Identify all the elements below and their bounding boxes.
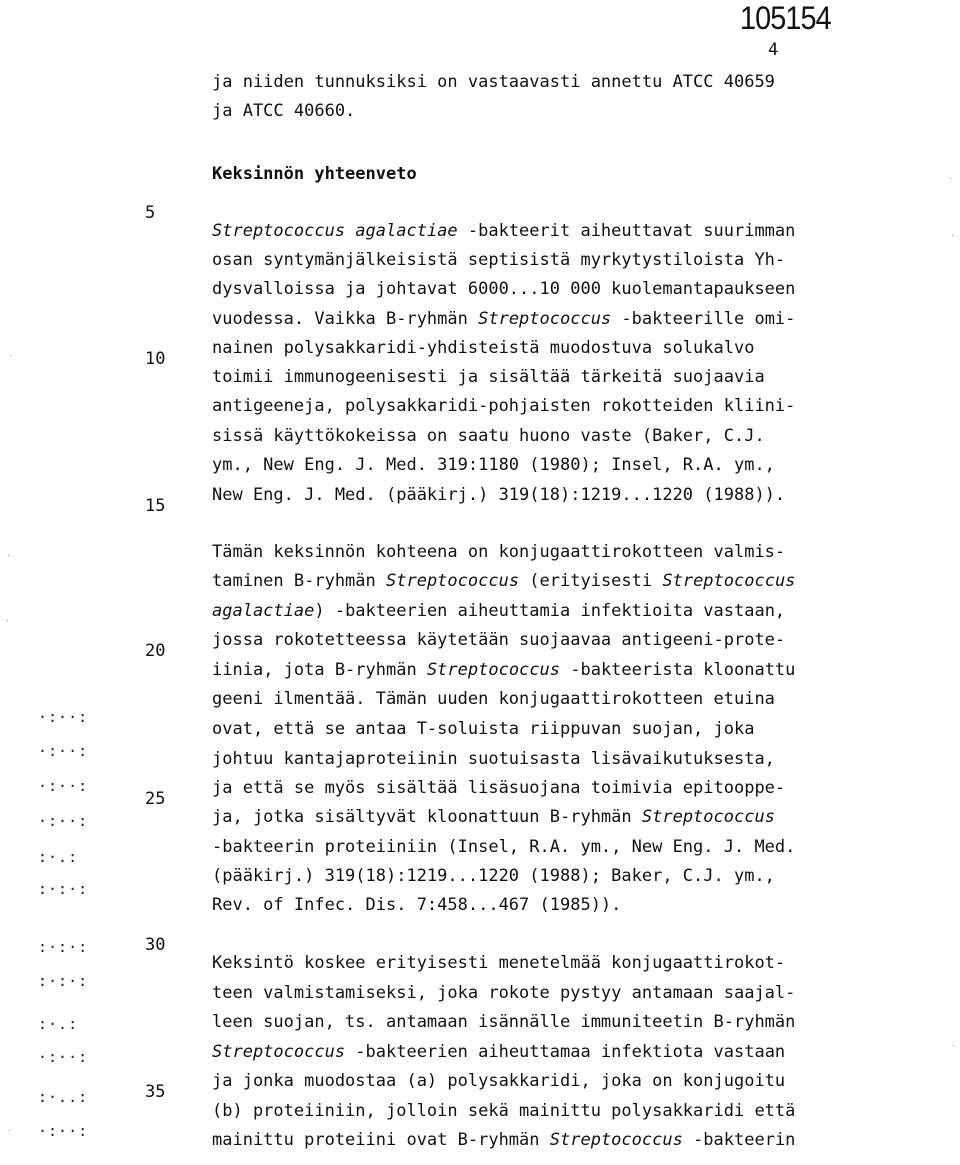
- text-line: ja niiden tunnuksiksi on vastaavasti annettu ATCC 40659: [212, 72, 775, 92]
- text-line: -bakteerin proteiiniin (Insel, R.A. ym., New Eng. J. Med.: [212, 837, 796, 857]
- line-number: 5: [145, 203, 156, 223]
- section-heading: Keksinnön yhteenveto: [212, 164, 417, 184]
- text-line: leen suojan, ts. antamaan isännälle immuniteetin B-ryhmän: [212, 1012, 796, 1032]
- text-line: agalactiae) -bakteerien aiheuttamia infektioita vastaan,: [212, 601, 786, 621]
- text-line: New Eng. J. Med. (pääkirj.) 319(18):1219...1220 (1988)).: [212, 485, 786, 505]
- text-line: jossa rokotetteessa käytetään suojaavaa antigeeni-prote-: [212, 630, 786, 650]
- text-line: teen valmistamiseksi, joka rokote pystyy antamaan saajal-: [212, 983, 796, 1003]
- text-line: ja ATCC 40660.: [212, 101, 356, 121]
- text-line: Rev. of Infec. Dis. 7:458...467 (1985)).: [212, 895, 622, 915]
- text-line: toimii immunogeenisesti ja sisältää tärkeitä suojaavia: [212, 367, 765, 387]
- text-line: antigeeneja, polysakkaridi-pohjaisten rokotteiden kliini-: [212, 396, 796, 416]
- document-number: 105154: [740, 0, 831, 36]
- text-line: ovat, että se antaa T-soluista riippuvan suojan, joka: [212, 719, 755, 739]
- text-line: johtuu kantajaproteiinin suotuisasta lisävaikutuksesta,: [212, 749, 775, 769]
- text-line: ja, jotka sisältyvät kloonattuun B-ryhmän Streptococcus: [212, 807, 775, 827]
- text-line: sissä käyttökokeissa on saatu huono vaste (Baker, C.J.: [212, 426, 765, 446]
- line-number: 25: [145, 789, 166, 809]
- text-line: taminen B-ryhmän Streptococcus (erityisesti Streptococcus: [212, 571, 796, 591]
- text-line: ja jonka muodostaa (a) polysakkaridi, joka on konjugoitu: [212, 1071, 786, 1091]
- text-line: ja että se myös sisältää lisäsuojana toimivia epitooppe-: [212, 778, 786, 798]
- text-line: Tämän keksinnön kohteena on konjugaattirokotteen valmis-: [212, 542, 786, 562]
- text-line: Streptococcus -bakteerien aiheuttamaa infektiota vastaan: [212, 1042, 786, 1062]
- line-number: 20: [145, 641, 166, 661]
- line-number: 10: [145, 349, 166, 369]
- text-line: vuodessa. Vaikka B-ryhmän Streptococcus -bakteerille omi-: [212, 309, 796, 329]
- line-number: 35: [145, 1082, 166, 1102]
- page-number: 4: [768, 40, 779, 60]
- text-line: Keksintö koskee erityisesti menetelmää konjugaattirokot-: [212, 953, 786, 973]
- text-line: osan syntymänjälkeisistä septisistä myrkytystiloista Yh-: [212, 250, 786, 270]
- text-line: iinia, jota B-ryhmän Streptococcus -bakteerista kloonattu: [212, 660, 796, 680]
- text-line: Streptococcus agalactiae -bakteerit aiheuttavat suurimman: [212, 221, 796, 241]
- line-number: 15: [145, 496, 166, 516]
- text-line: (b) proteiiniin, jolloin sekä mainittu polysakkaridi että: [212, 1101, 796, 1121]
- text-line: dysvalloissa ja johtavat 6000...10 000 kuolemantapaukseen: [212, 279, 796, 299]
- text-line: nainen polysakkaridi-yhdisteistä muodostuva solukalvo: [212, 338, 755, 358]
- text-line: ym., New Eng. J. Med. 319:1180 (1980); Insel, R.A. ym.,: [212, 455, 775, 475]
- line-number: 30: [145, 935, 166, 955]
- text-line: geeni ilmentää. Tämän uuden konjugaattirokotteen etuina: [212, 689, 775, 709]
- text-line: mainittu proteiini ovat B-ryhmän Streptococcus -bakteerin: [212, 1130, 796, 1150]
- text-line: (pääkirj.) 319(18):1219...1220 (1988); Baker, C.J. ym.,: [212, 866, 775, 886]
